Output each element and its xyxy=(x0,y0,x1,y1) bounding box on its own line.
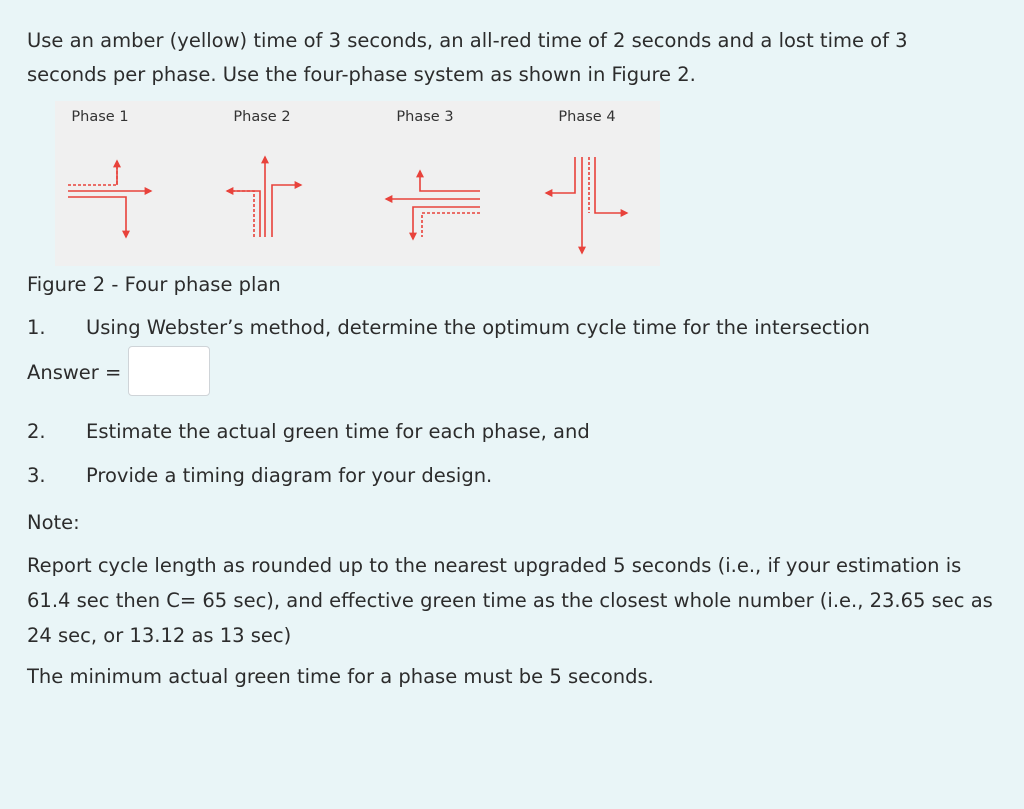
phase-2-label: Phase 2 xyxy=(233,109,291,125)
phase1-movement-icon xyxy=(68,161,151,237)
question-3-text: Provide a timing diagram for your design. xyxy=(86,464,493,487)
phase2-movement-icon xyxy=(226,157,301,237)
phase-3-label: Phase 3 xyxy=(396,109,454,125)
note-body: Report cycle length as rounded up to the nearest upgraded 5 seconds (i.e., if your estimation is 61.4 sec then C= 65 sec), and effective green time as the closest whole number (i.e., 23.65 sec as 24 sec, or 13.12 as 13 sec) xyxy=(27,554,993,647)
question-1-number: 1. xyxy=(27,316,46,339)
phase4-movement-icon xyxy=(546,157,627,253)
phase-diagrams xyxy=(55,101,660,266)
min-green-note: The minimum actual green time for a phase must be 5 seconds. xyxy=(27,665,654,688)
four-phase-figure xyxy=(55,101,660,266)
question-2-number: 2. xyxy=(27,420,46,443)
question-1-text: Using Webster’s method, determine the optimum cycle time for the intersection xyxy=(86,316,870,339)
phase3-movement-icon xyxy=(386,171,480,239)
question-2-text: Estimate the actual green time for each phase, and xyxy=(86,420,590,443)
phase-4-label: Phase 4 xyxy=(558,109,616,125)
note-heading: Note: xyxy=(27,511,80,534)
answer-label: Answer = xyxy=(27,361,122,384)
phase-1-label: Phase 1 xyxy=(71,109,129,125)
figure-caption: Figure 2 - Four phase plan xyxy=(27,273,281,296)
question-3-number: 3. xyxy=(27,464,46,487)
intro-text: Use an amber (yellow) time of 3 seconds, an all-red time of 2 seconds and a lost time of 3 seconds per phase. Use the four-phase system as shown in Figure 2. xyxy=(27,29,908,86)
answer-input[interactable] xyxy=(128,346,210,396)
